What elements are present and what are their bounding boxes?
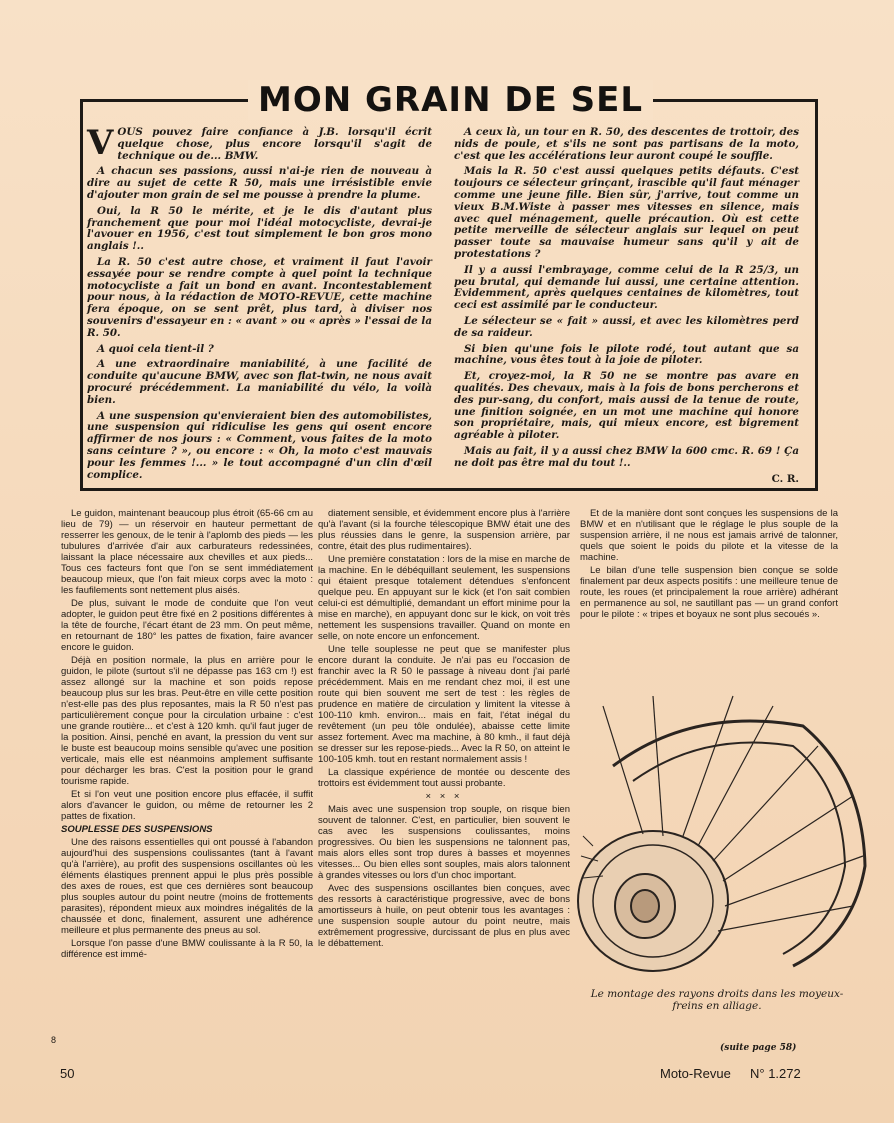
body-paragraph: Le guidon, maintenant beaucoup plus étroit (65-66 cm au lieu de 79) — un réservoir en hauteur permettant de resserrer les genoux, de le tenir à l'aplomb des pieds — les tubulures d'arrivée d'air aux carburateurs redessinées, laissant la place nécessaire aux chevilles et aux pieds... Tous ces facteurs font que l'on se sent immédiatement beaucoup mieux, que l'on fait mieux corps avec la moto : les faufilements sont nettement plus aisés. xyxy=(61,508,313,596)
intro-paragraph: La R. 50 c'est autre chose, et vraiment il faut l'avoir essayée pour se rendre compte à quel point la technique motocycliste a fait un bond en avant. Incontestablement pour nous, à la rédaction de MOTO-REVUE, cette machine fera époque, on se sent prêt, plus tard, à diviser nos souvenirs d'essayeur en : « avant » ou « après » l'essai de la R. 50. xyxy=(87,255,432,339)
intro-paragraph: Si bien qu'une fois le pilote rodé, tout autant que sa machine, vous êtes tout à la joie de piloter. xyxy=(454,342,799,367)
spoke xyxy=(653,696,663,836)
intro-paragraph: Oui, la R 50 le mérite, et je le dis d'autant plus franchement que pour moi l'idéal motocycliste, devrai-je l'avouer en 1956, c'est tout simplement le bon gros mono anglais !.. xyxy=(87,204,432,253)
continued-note: (suite page 58) xyxy=(720,1043,797,1053)
margin-mark: 8 xyxy=(51,1035,57,1045)
body-paragraph: Mais avec une suspension trop souple, on risque bien souvent de talonner. C'est, en particulier, bien souvent le cas avec les suspensions coulissantes, moins progressives. Ou bien les suspensions ne talonnent pas, mais alors elles sont trop dures à basses et moyennes vitesses... Ou bien elles sont souples, mais alors talonnent à grandes vitesses ou lors d'un choc important. xyxy=(318,804,570,881)
intro-paragraph xyxy=(87,123,432,163)
body-paragraph: diatement sensible, et évidemment encore plus à l'arrière qu'à l'avant (si la fourche télescopique BMW était une des plus réussies dans le genre, la suspension arrière, par contre, était des plus rudimentaires). xyxy=(318,508,570,552)
spoke xyxy=(713,746,818,861)
spoke xyxy=(683,696,733,836)
figure-caption: Le montage des rayons droits dans les moyeux-freins en alliage. xyxy=(590,988,844,1012)
section-separator: × × × xyxy=(425,791,463,802)
page-title: MON GRAIN DE SEL xyxy=(248,80,653,120)
intro-text: OUS pouvez faire confiance à J.B. lorsqu'il écrit quelque chose, plus encore lorsqu'il s'agit de technique ou de... BMW. xyxy=(117,126,432,162)
axle-bore xyxy=(631,890,659,922)
drop-cap: V xyxy=(87,123,114,163)
intro-paragraph: Le sélecteur se « fait » aussi, et avec les kilomètres perd de sa raideur. xyxy=(454,314,799,339)
body-column-1 xyxy=(61,508,313,962)
body-paragraph: Avec des suspensions oscillantes bien conçues, avec des ressorts à caractéristique progressive, avec de bons amortisseurs à huile, on peut obtenir tous les avantages : une suspension souple autour du point neutre, mais extrêmement progressive, durcissant de plus en plus avec le débattement. xyxy=(318,883,570,949)
intro-paragraph: A quoi cela tient-il ? xyxy=(97,342,214,355)
spoke xyxy=(723,796,853,881)
body-column-2 xyxy=(318,508,570,951)
intro-paragraph: A chacun ses passions, aussi n'ai-je rien de nouveau à dire au sujet de cette R 50, mais une irrésistible envie d'ajouter mon grain de sel me pousse à prendre la plume. xyxy=(87,165,432,201)
spoke xyxy=(603,706,643,834)
body-paragraph: Et si l'on veut une position encore plus effacée, il suffit alors d'avancer le guidon, ou même de retourner les 2 pattes de fixation. xyxy=(61,789,313,822)
body-column-3 xyxy=(580,508,838,622)
intro-paragraph: Mais au fait, il y a aussi chez BMW la 600 cmc. R. 69 ! Ça ne doit pas être mal du tout !.. xyxy=(454,444,799,469)
wheel-hub-illustration xyxy=(573,686,871,972)
intro-paragraph: A une extraordinaire maniabilité, à une facilité de conduite qu'aucune BMW, avec son flat-twin, ne nous avait procuré précédemment. La maniabilité du vélo, la voilà bien. xyxy=(87,358,432,406)
body-paragraph: De plus, suivant le mode de conduite que l'on veut adopter, le guidon peut être fixé en 2 positions différentes à la tête de fourche, l'écart étant de 23 mm. On peut même, en retournant de 180° les pattes de fixation, faire avancer encore le guidon. xyxy=(61,598,313,653)
body-paragraph: Une des raisons essentielles qui ont poussé à l'abandon aujourd'hui des suspensions coulissantes (tant à l'avant qu'à l'arrière), au profit des suspensions oscillantes où les éléments élastiques prennent appui le plus près possible des axes de roues, est que ces dernières sont beaucoup plus souples autour du point neutre (moins de frottements parasites), répondent mieux aux moindres inégalités de la chaussée et donc, finalement, assurent une adhérence meilleure et plus permanente des pneus au sol. xyxy=(61,837,313,936)
intro-paragraph: Il y a aussi l'embrayage, comme celui de la R 25/3, un peu brutal, qui demande lui aussi, une certaine attention. Evidemment, après quelques centaines de kilomètres, tout ceci est assimilé par le conducteur. xyxy=(454,263,799,312)
body-paragraph: Lorsque l'on passe d'une BMW coulissante à la R 50, la différence est immé- xyxy=(61,938,313,960)
intro-paragraph: A une suspension qu'envieraient bien des automobilistes, une suspension qui ridiculise les gens qui osent encore affirmer de nos jours : « Comment, vous faites de la moto sans ceinture ? », ou encore : « Oh, la moto c'est mauvais pour les femmes !... » le tout accompagné d'un clin d'œil complice. xyxy=(87,409,432,481)
magazine-name: Moto-Revue xyxy=(660,1066,731,1081)
body-paragraph: Une première constatation : lors de la mise en marche de la machine. En le débéquillant seulement, les suspensions qui étaient presque totalement détendues s'enfoncent quelque peu. En appuyant sur le kick (et l'on sait combien celui-ci est démultiplié, demandant un effort minime pour la mise en marche), en appuyant donc sur le kick, on voit très nettement les suspensions travailler. Quand on monte en selle, on note encore un enfoncement. xyxy=(318,554,570,642)
intro-paragraph: Et, croyez-moi, la R 50 ne se montre pas avare en qualités. Des chevaux, mais à la fois de bons percherons et des pur-sang, du confort, mais aussi de la tenue de route, une finition soignée, en un mot une machine qui honore son propriétaire, mais, qui mieux encore, est bigrement agréable à piloter. xyxy=(454,370,799,442)
issue-number: N° 1.272 xyxy=(750,1066,801,1081)
page-number: 50 xyxy=(60,1066,75,1081)
section-heading: SOUPLESSE DES SUSPENSIONS xyxy=(61,824,213,835)
intro-paragraph: A ceux là, un tour en R. 50, des descentes de trottoir, des nids de poule, et s'ils ne sont pas partisans de la moto, c'est que les accélérations leur auront coupé le souffle. xyxy=(454,126,799,162)
spoke xyxy=(718,906,853,931)
signature: C. R. xyxy=(771,472,799,485)
intro-paragraph: Mais la R. 50 c'est aussi quelques petits défauts. C'est toujours ce sélecteur grinçant, irascible qu'il faut ménager comme une jeune fille. Bien sûr, j'arrive, tout comme un vieux B.M.Wiste à passer mes vitesses en silence, mais avec quel ménagement, quelle précaution. Où est cette petite merveille de sélecteur anglais sur lequel on peut passer toute sa mauvaise humeur sans qu'il y ait de protestations ? xyxy=(454,165,799,260)
spoke xyxy=(698,706,773,846)
body-paragraph: Déjà en position normale, la plus en arrière pour le guidon, le pilote (surtout s'il ne dépasse pas 163 cm !) est assez allongé sur la machine et son poids repose beaucoup plus sur les bras. Peut-être en ville cette position n'est-elle pas des plus reposantes, mais la R 50 n'est pas particulièrement conçue pour la circulation urbaine : c'est une grande routière... et c'est à 120 kmh. qu'il faut juger de la position. Ainsi, penché en avant, la pression du vent sur le buste est beaucoup moins sensible qu'avec une position verticale, mais elle est néanmoins amplement suffisante pour décharger les bras. C'est la position pour le grand tourisme rapide. xyxy=(61,655,313,787)
body-paragraph: Une telle souplesse ne peut que se manifester plus encore durant la conduite. Je n'ai pas eu l'occasion de franchir avec la R 50 le passage à niveau dont j'ai parlé précédemment. Mais en me rendant chez moi, il est une route qui bien souvent me sert de test : les règles de prudence en matière de circulation y limitent la vitesse à 100-110 kmh. environ... mais en fait, l'état inégal du revêtement (un peu tôle ondulée), abaisse cette limite assez fortement. Avec ma machine, à 80 kmh., il faut déjà se dresser sur les repose-pieds... Avec la R 50, on atteint le 100-105 kmh. tout en restant normalement assis ! xyxy=(318,644,570,765)
body-paragraph: Le bilan d'une telle suspension bien conçue se solde finalement par deux aspects positifs : une meilleure tenue de route, les roues (et principalement la roue arrière) adhérant en permanence au sol, ne sautillant pas — un grand confort pour le pilote : « tripes et boyaux ne sont plus secoués ». xyxy=(580,565,838,620)
body-paragraph: Et de la manière dont sont conçues les suspensions de la BMW et en n'utilisant que le réglage le plus souple de la suspension arrière, il ne nous est jamais arrivé de talonner, quels que soient le poids du pilote et la vitesse de la machine. xyxy=(580,508,838,563)
intro-right-column xyxy=(454,127,799,489)
body-paragraph: La classique expérience de montée ou descente des trottoirs est évidemment tout aussi probante. xyxy=(318,767,570,789)
intro-left-column xyxy=(87,123,432,485)
